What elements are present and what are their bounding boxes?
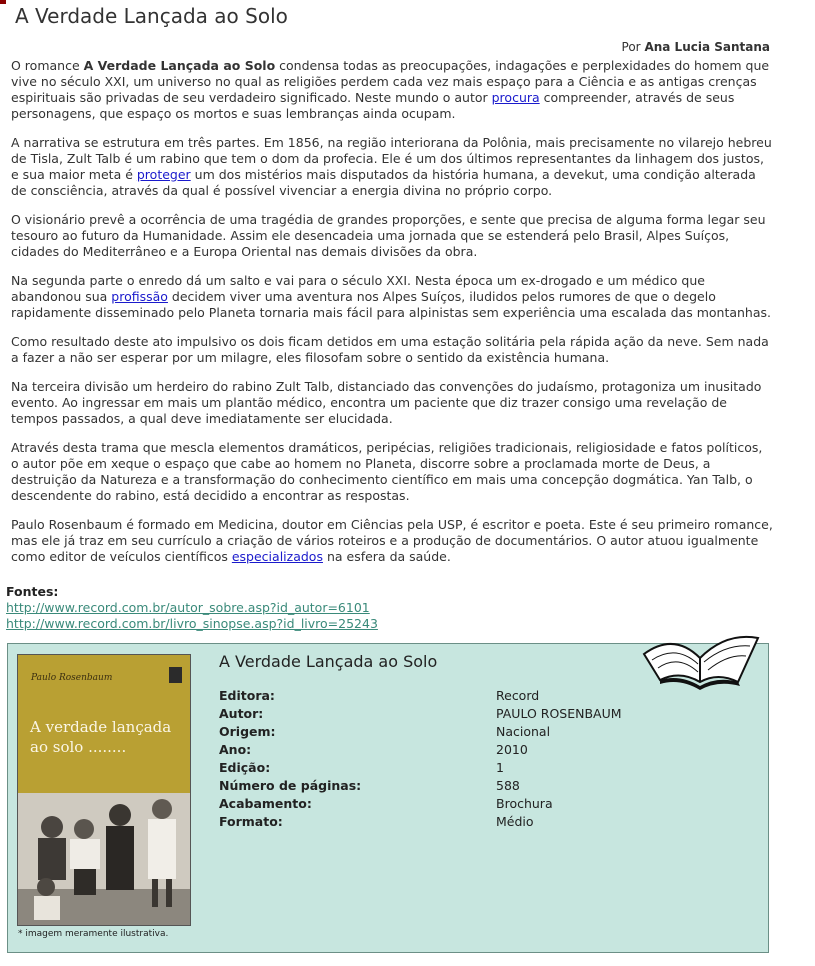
spec-label: Acabamento: [219,796,312,811]
p1-bold-title: A Verdade Lançada ao Solo [83,58,276,73]
p2-text-a: A narrativa se estrutura em três partes. Em 1856, na região interiorana da Polônia, mais precisamente no vilarejo hebreu de Tisla, Zult Talb é um rabino que tem o dom da profecia. Ele é um dos últimos representantes da linhagem dos justos, e sua maior meta é [11,135,772,182]
spec-value: Brochura [496,796,553,811]
spec-row-edicao [219,759,622,777]
spec-value: Médio [496,814,534,829]
children-photo-illustration [18,793,190,925]
p4-text-a: Na segunda parte o enredo dá um salto e vai para o século XXI. Nesta época um ex-drogado e um médico que abandonou sua [11,273,705,304]
spec-row-acabamento [219,795,622,813]
spec-label: Editora: [219,688,275,703]
spec-row-origem [219,723,622,741]
source-link[interactable]: http://www.record.com.br/autor_sobre.asp?id_autor=6101 [6,600,370,615]
book-cover-image [17,654,191,926]
paragraph-6: Na terceira divisão um herdeiro do rabino Zult Talb, distanciado das convenções do judaísmo, protagoniza um inusitado evento. Ao ingressar em mais um plantão médico, encontra um paciente que diz trazer consigo uma revelação de tempos passados, a qual deve imediatamente ser elucidada. [11,379,762,426]
byline-author: Ana Lucia Santana [644,40,770,54]
source-link[interactable]: http://www.record.com.br/livro_sinopse.asp?id_livro=25243 [6,616,378,631]
spec-row-formato [219,813,622,831]
sources-label: Fontes: [6,584,59,599]
spec-label: Edição: [219,760,271,775]
link-profissao[interactable]: profissão [111,289,168,304]
link-procura[interactable]: procura [491,90,540,105]
paragraph-7: Através desta trama que mescla elementos dramáticos, peripécias, religiões tradicionais, religiosidade e fatos políticos, o autor põe em xeque o espaço que cabe ao homem no Planeta, discorre sobre a proclamada morte de Deus, a destruição da Natureza e a transformação do conhecimento científico em mais uma concepção dogmática. Yan Talb, o descendente do rabino, está decidido a encontrar as respostas. [11,440,763,503]
link-proteger[interactable]: proteger [136,167,191,182]
p8-text-b: na esfera da saúde. [322,549,451,564]
spec-value: PAULO ROSENBAUM [496,706,622,721]
byline [622,40,770,54]
page-title: A Verdade Lançada ao Solo [15,4,288,28]
paragraph-2 [11,135,773,199]
book-info-box [7,643,769,953]
publisher-logo-icon [169,667,182,683]
spec-value: Nacional [496,724,551,739]
p4-text-b: decidem viver uma aventura nos Alpes Suíços, iludidos pelos rumores de que o degelo rapidamente disseminado pelo Planeta tornaria mais fácil para alpinistas sem experiência uma escalada das montanhas. [11,289,772,320]
paragraph-1 [11,58,773,122]
paragraph-4 [11,273,773,321]
cover-author: Paulo Rosenbaum [31,673,113,683]
image-disclaimer: * imagem meramente ilustrativa. [18,929,169,939]
spec-row-editora [219,687,622,705]
byline-prefix: Por [621,40,641,54]
p1-text-a: O romance [11,58,84,73]
spec-row-ano [219,741,622,759]
spec-label: Ano: [219,742,252,757]
paragraph-3: O visionário prevê a ocorrência de uma tragédia de grandes proporções, e sente que precisa de alguma forma legar seu tesouro ao futuro da Humanidade. Assim ele desencadeia uma jornada que se estenderá pelo Brasil, Alpes Suíços, cidades do Mediterrâneo e a Europa Oriental nas demais divisões da obra. [11,212,766,259]
cover-photo [18,793,190,925]
spec-label: Número de páginas: [219,778,362,793]
spec-value: Record [496,688,540,703]
sources [6,584,378,632]
spec-label: Autor: [219,706,264,721]
open-book-icon [638,624,763,694]
corner-mark [0,0,6,4]
spec-row-paginas [219,777,622,795]
link-especializados[interactable]: especializados [231,549,323,564]
spec-label: Origem: [219,724,276,739]
p2-text-b: um dos mistérios mais disputados da história humana, a devekut, uma condição alterada de consciência, através da qual é possível vivenciar a energia divina no próprio corpo. [11,167,756,198]
p8-text-a: Paulo Rosenbaum é formado em Medicina, doutor em Ciências pela USP, é escritor e poeta. Este é seu primeiro romance, mas ele já traz em seu currículo a criação de vários roteiros e a produção de documentários. O autor atuou igualmente como editor de veículos científicos [11,517,773,564]
book-title: A Verdade Lançada ao Solo [219,652,438,671]
spec-value: 588 [496,778,520,793]
spec-value: 1 [496,760,504,775]
spec-row-autor [219,705,622,723]
book-specs [219,687,622,831]
spec-value: 2010 [496,742,528,757]
paragraph-5: Como resultado deste ato impulsivo os dois ficam detidos em uma estação solitária pela rápida ação da neve. Sem nada a fazer a não ser esperar por um milagre, eles filosofam sobre o sentido da existência humana. [11,334,769,365]
p1-text-b: condensa todas as preocupações, indagações e perplexidades do homem que vive no século XXI, um universo no qual as religiões perdem cada vez mais espaço para a Ciência e as antigas crenças espirituais são privadas de seu verdadeiro significado. Neste mundo o autor [11,58,770,105]
spec-label: Formato: [219,814,283,829]
p1-text-c: compreender, através de seus personagens, que espaço os mortos e suas lembranças ainda ocupam. [11,90,735,121]
paragraph-8 [11,517,773,565]
cover-title: A verdade lançada ao solo ........ [30,718,172,756]
article-body [11,58,773,578]
